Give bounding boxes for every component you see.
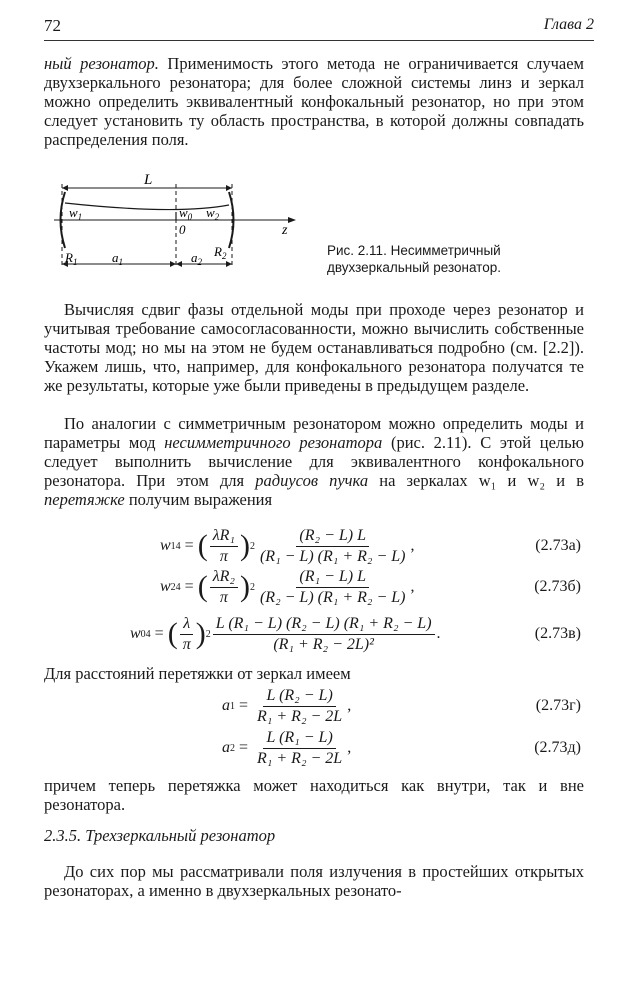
- equation-body: a 1 = $\frac{\text{L (R₂ − L)}}{\text{R₁ + R₂ − 2L}}$ ,: [222, 686, 352, 725]
- paragraph-3-italic-2: радиусов пучка: [255, 471, 369, 490]
- paragraph-3-part-d: получим выражения: [124, 490, 273, 509]
- paragraph-3: [44, 414, 584, 509]
- equation-2-73a: [0, 524, 636, 568]
- eq-tail: ,: [347, 739, 352, 756]
- eq-lhs-sup: 4: [145, 628, 151, 640]
- eq-num: L (R₂ − L): [263, 687, 335, 707]
- figure-caption: Рис. 2.11. Несимметричный двухзеркальный резонатор.: [327, 243, 501, 275]
- equation-2-73d: [0, 726, 636, 770]
- figure-label-w1: $w_1$: [69, 205, 83, 222]
- chapter-title: Глава 2: [543, 16, 594, 33]
- equation-body: a 2 = $\frac{\text{L (R₁ − L)}}{\text{R₁ + R₂ − 2L}}$ ,: [222, 728, 352, 767]
- page-number: 72: [44, 16, 61, 35]
- eq-fraction: [254, 687, 345, 726]
- eq-lhs-sub: 0: [140, 628, 146, 640]
- eq-coef-num: λR₂: [210, 568, 238, 588]
- paragraph-3-part-a: По аналогии с симметричным резонатором можно определить моды и параметры мод: [44, 414, 584, 452]
- paragraph-4: Для расстояний перетяжки от зеркал имеем: [44, 664, 351, 683]
- figure-label-origin: 0: [179, 222, 186, 237]
- eq-coef: [180, 615, 194, 654]
- eq-tail: .: [436, 625, 441, 642]
- equation-number: (2.73г): [535, 697, 581, 714]
- eq-den: (R₁ + R₂ − 2L)²: [273, 635, 374, 653]
- equation-number: (2.73д): [534, 739, 581, 756]
- paragraph-1: [44, 54, 584, 149]
- eq-coef-den: π: [182, 635, 191, 653]
- eq-den: (R₁ − L) (R₁ + R₂ − L): [259, 547, 406, 565]
- equation-number: (2.73б): [534, 578, 581, 595]
- eq-num: (R₂ − L) L: [296, 527, 369, 547]
- eq-lhs-sub: 1: [230, 700, 235, 712]
- paragraph-5: причем теперь перетяжка может находиться как внутри, так и вне резонатора.: [44, 776, 584, 814]
- eq-lhs: a: [222, 739, 230, 756]
- paragraph-3-part-c: на зеркалах w₁ и w₂ и в: [368, 471, 585, 490]
- eq-coef-num: λR₁: [210, 527, 238, 547]
- paragraph-3-italic-1: несимметричного резонатора: [164, 433, 383, 452]
- eq-tail: ,: [410, 578, 415, 595]
- equation-2-73b: [0, 565, 636, 609]
- eq-tail: ,: [347, 697, 352, 714]
- equation-2-73v: [0, 612, 636, 656]
- equation-body: w 1 4 = ( $\frac{\text{λR₁}}{\pi}$ ) 2 $\frac{\text{(R₂ − L) L}}{\text{(R₁ − L) (R₁ + R₂ − L)}}$ ,: [160, 526, 415, 565]
- eq-lhs-sub: 2: [230, 742, 235, 754]
- eq-coef-den: π: [219, 588, 228, 606]
- paragraph-6: До сих пор мы рассматривали поля излучения в простейших открытых резонаторах, а именно в двухзеркальных резонато-: [44, 862, 584, 900]
- eq-lhs-sup: 4: [175, 540, 181, 552]
- equation-number: (2.73а): [535, 537, 581, 554]
- equation-body: w 0 4 = ( $\frac{\lambda}{\pi}$ ) 2 $\frac{\text{L (R₁ − L) (R₂ − L) (R₁ + R₂ − L)}}{\text{(R₁ + R₂ − 2L)²}}$ .: [130, 614, 441, 653]
- eq-fraction: [213, 615, 435, 654]
- eq-num: L (R₁ − L): [263, 729, 335, 749]
- paragraph-1-italic: ный резонатор.: [44, 54, 159, 73]
- eq-lhs: w: [160, 537, 171, 554]
- resonator-figure: [44, 172, 314, 282]
- paragraph-3-part-b: (рис. 2.11). С этой целью следует выполнить вычисление для эквивалентного конфокального резонатора. При этом для: [44, 433, 584, 490]
- equation-2-73g: [0, 684, 636, 728]
- figure-label-R2: $R_2$: [214, 244, 227, 261]
- eq-den: R₁ + R₂ − 2L: [257, 749, 343, 767]
- equation-body: w 2 4 = ( $\frac{\text{λR₂}}{\pi}$ ) 2 $\frac{\text{(R₁ − L) L}}{\text{(R₂ − L) (R₁ + R₂ − L)}}$ ,: [160, 567, 415, 606]
- eq-coef: [210, 527, 238, 566]
- figure-label-R1: $R_1$: [65, 250, 78, 267]
- eq-coef-den: π: [219, 547, 228, 565]
- eq-lhs: a: [222, 697, 230, 714]
- figure-label-z: z: [282, 223, 288, 238]
- figure-label-a1: $a_1$: [112, 250, 123, 267]
- eq-num: (R₁ − L) L: [296, 568, 369, 588]
- eq-tail: ,: [410, 537, 415, 554]
- header-rule: [44, 40, 594, 41]
- eq-lhs: w: [130, 625, 141, 642]
- eq-fraction: [254, 729, 345, 768]
- eq-lhs-sub: 2: [170, 581, 176, 593]
- eq-lhs-sup: 4: [175, 581, 181, 593]
- eq-lhs: w: [160, 578, 171, 595]
- eq-den: (R₂ − L) (R₁ + R₂ − L): [259, 588, 406, 606]
- eq-den: R₁ + R₂ − 2L: [257, 707, 343, 725]
- running-header: [44, 16, 594, 40]
- eq-lhs-sub: 1: [170, 540, 176, 552]
- figure-label-w2: $w_2$: [206, 205, 220, 222]
- eq-num: L (R₁ − L) (R₂ − L) (R₁ + R₂ − L): [213, 615, 435, 635]
- figure-label-L: L: [144, 172, 153, 188]
- eq-coef-num: λ: [180, 615, 193, 635]
- eq-coef: [210, 568, 238, 607]
- paragraph-1-text: Применимость этого метода не ограничивается случаем двухзеркального резонатора; для более сложной системы линз и зеркал можно определить эквивалентный конфокальный резонатор, но при этом следует установить ту область пространства, в которой должны совпадать распределения поля.: [44, 54, 584, 149]
- paragraph-3-italic-3: перетяжке: [44, 490, 125, 509]
- eq-fraction: [257, 568, 409, 607]
- figure-label-w0: $w_0$: [179, 205, 193, 222]
- equation-number: (2.73в): [534, 625, 581, 642]
- section-heading: 2.3.5. Трехзеркальный резонатор: [44, 826, 276, 845]
- paragraph-2: Вычисляя сдвиг фазы отдельной моды при проходе через резонатор и учитывая требование самосогласованности, можно вычислить собственные частоты мод; но мы на этом не будем останавливаться подробно (см. [2.2]). Укажем лишь, что, например, для конфокального резонатора получатся те же результаты, которые уже были приведены в предыдущем разделе.: [44, 300, 584, 395]
- eq-fraction: [257, 527, 409, 566]
- figure-label-a2: $a_2$: [191, 250, 202, 267]
